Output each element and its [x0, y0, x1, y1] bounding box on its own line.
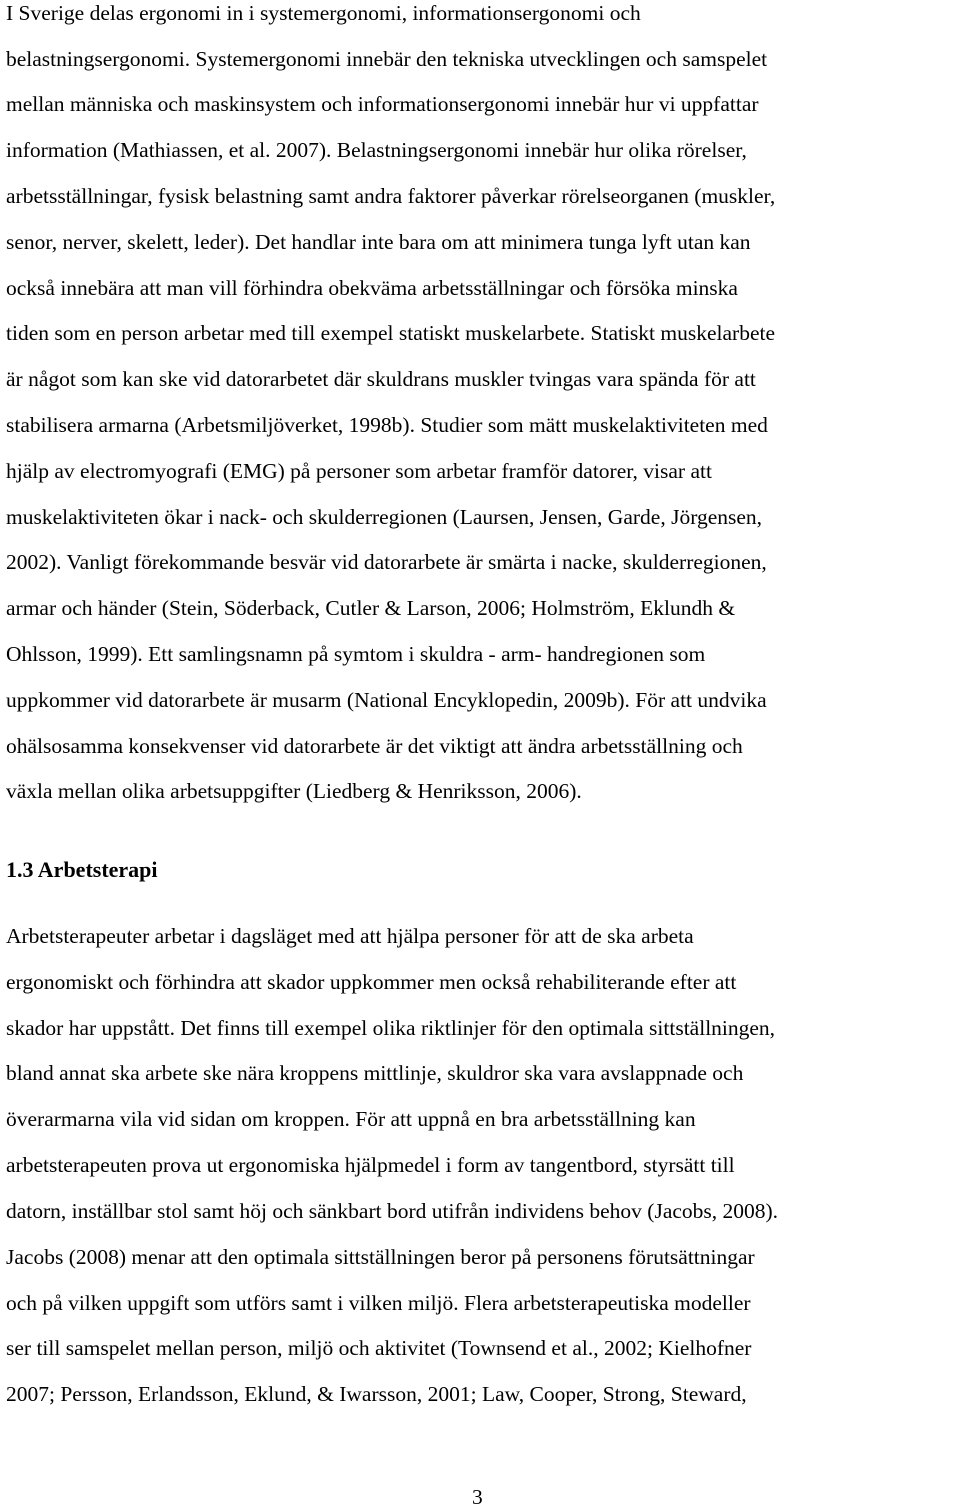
text-line: överarmarna vila vid sidan om kroppen. För att uppnå en bra arbetsställning kan: [6, 1107, 696, 1131]
text-line: Arbetsterapeuter arbetar i dagsläget med att hjälpa personer för att de ska arbeta: [6, 924, 694, 948]
text-line: ser till samspelet mellan person, miljö och aktivitet (Townsend et al., 2002; Kielhofner: [6, 1336, 752, 1360]
text-line: muskelaktiviteten ökar i nack- och skulderregionen (Laursen, Jensen, Garde, Jörgensen,: [6, 505, 763, 529]
text-line: 2002). Vanligt förekommande besvär vid datorarbete är smärta i nacke, skulderregionen,: [6, 550, 767, 574]
text-line: hjälp av electromyografi (EMG) på personer som arbetar framför datorer, visar att: [6, 459, 712, 483]
text-line: senor, nerver, skelett, leder). Det handlar inte bara om att minimera tunga lyft utan kan: [6, 230, 751, 254]
text-line: datorn, inställbar stol samt höj och sänkbart bord utifrån individens behov (Jacobs, 2008).: [6, 1199, 779, 1223]
text-line: 2007; Persson, Erlandsson, Eklund, & Iwarsson, 2001; Law, Cooper, Strong, Steward,: [6, 1382, 747, 1406]
text-line: stabilisera armarna (Arbetsmiljöverket, 1998b). Studier som mätt muskelaktiviteten med: [6, 413, 768, 437]
text-line: och på vilken uppgift som utförs samt i vilken miljö. Flera arbetsterapeutiska modeller: [6, 1291, 751, 1315]
text-line: belastningsergonomi. Systemergonomi innebär den tekniska utvecklingen och samspelet: [6, 47, 768, 71]
text-line: tiden som en person arbetar med till exempel statiskt muskelarbete. Statiskt muskelarbete: [6, 321, 776, 345]
text-line: arbetsställningar, fysisk belastning samt andra faktorer påverkar rörelseorganen (muskler,: [6, 184, 776, 208]
text-line: ohälsosamma konsekvenser vid datorarbete är det viktigt att ändra arbetsställning och: [6, 734, 743, 758]
text-line: bland annat ska arbete ske nära kroppens mittlinje, skuldror ska vara avslappnade och: [6, 1061, 744, 1085]
text-line: arbetsterapeuten prova ut ergonomiska hjälpmedel i form av tangentbord, styrsätt till: [6, 1153, 735, 1177]
section-heading: 1.3 Arbetsterapi: [6, 857, 158, 882]
text-line: ergonomiskt och förhindra att skador uppkommer men också rehabiliterande efter att: [6, 970, 737, 994]
text-line: information (Mathiassen, et al. 2007). Belastningsergonomi innebär hur olika rörelser,: [6, 138, 747, 162]
text-line: Ohlsson, 1999). Ett samlingsnamn på symtom i skuldra - arm- handregionen som: [6, 642, 706, 666]
text-line: armar och händer (Stein, Söderback, Cutler & Larson, 2006; Holmström, Eklundh &: [6, 596, 736, 620]
text-line: mellan människa och maskinsystem och informationsergonomi innebär hur vi uppfattar: [6, 92, 759, 116]
text-line: Jacobs (2008) menar att den optimala sittställningen beror på personens förutsättningar: [6, 1245, 755, 1269]
text-line: skador har uppstått. Det finns till exempel olika riktlinjer för den optimala sittställningen,: [6, 1016, 776, 1040]
page-number: 3: [472, 1485, 483, 1509]
text-line: I Sverige delas ergonomi in i systemergonomi, informationsergonomi och: [6, 1, 641, 25]
text-line: också innebära att man vill förhindra obekväma arbetsställningar och försöka minska: [6, 276, 738, 300]
text-line: växla mellan olika arbetsuppgifter (Liedberg & Henriksson, 2006).: [6, 779, 582, 803]
text-line: är något som kan ske vid datorarbetet där skuldrans muskler tvingas vara spända för att: [6, 367, 756, 391]
text-line: uppkommer vid datorarbete är musarm (National Encyklopedin, 2009b). För att undvika: [6, 688, 767, 712]
